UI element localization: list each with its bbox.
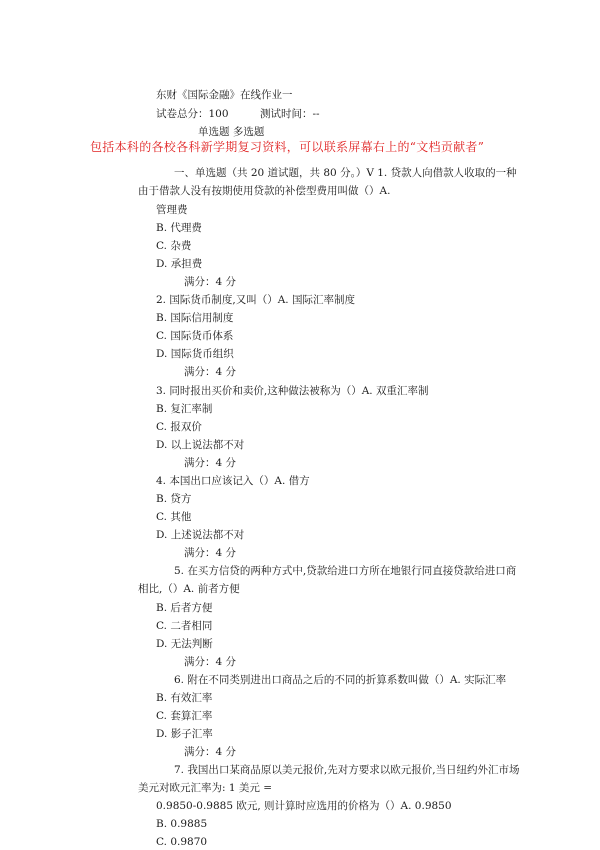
q1-option-a[interactable]: 管理费 bbox=[156, 204, 188, 216]
q6-option-c[interactable]: C. 套算汇率 bbox=[156, 710, 213, 722]
q6-option-d[interactable]: D. 影子汇率 bbox=[156, 728, 213, 740]
q5-stem-cont: 相比,（）A. 前者方便 bbox=[138, 583, 240, 595]
q4-score: 满分：4 分 bbox=[184, 547, 237, 559]
q1-score: 满分：4 分 bbox=[184, 276, 237, 288]
q5-option-d[interactable]: D. 无法判断 bbox=[156, 638, 213, 650]
q3-option-d[interactable]: D. 以上说法都不对 bbox=[156, 439, 245, 451]
q6-option-b[interactable]: B. 有效汇率 bbox=[156, 692, 213, 704]
q7-stem-cont: 美元对欧元汇率为: 1 美元 = bbox=[138, 782, 273, 794]
q2-score: 满分：4 分 bbox=[184, 366, 237, 378]
q2-option-b[interactable]: B. 国际信用制度 bbox=[156, 312, 234, 324]
exam-title: 东财《国际金融》在线作业一 bbox=[156, 89, 293, 101]
total-score: 试卷总分：100 bbox=[156, 108, 229, 120]
q1-option-b[interactable]: B. 代理费 bbox=[156, 222, 202, 234]
q5-option-c[interactable]: C. 二者相同 bbox=[156, 620, 213, 632]
q2-stem: 2. 国际货币制度,又叫（）A. 国际汇率制度 bbox=[156, 294, 355, 306]
q3-stem: 3. 同时报出买价和卖价,这种做法被称为（）A. 双重汇率制 bbox=[156, 385, 429, 397]
q2-option-d[interactable]: D. 国际货币组织 bbox=[156, 348, 234, 360]
test-time: 测试时间：-- bbox=[260, 108, 320, 120]
q7-stem-cont2: 0.9850-0.9885 欧元, 则计算时应选用的价格为（）A. 0.9850 bbox=[156, 800, 452, 812]
q7-stem: 7. 我国出口某商品原以美元报价,先对方要求以欧元报价,当日纽约外汇市场 bbox=[174, 764, 520, 776]
section-intro: 一、单选题（共 20 道试题，共 80 分。）V 1. 贷款人向借款人收取的一种 bbox=[174, 167, 517, 179]
q4-option-b[interactable]: B. 贷方 bbox=[156, 493, 192, 505]
q6-score: 满分：4 分 bbox=[184, 746, 237, 758]
resource-notice: 包括本科的各校各科新学期复习资料，可以联系屏幕右上的“文档贡献者” bbox=[90, 140, 485, 154]
question-type-tabs[interactable]: 单选题 多选题 bbox=[198, 126, 265, 138]
q4-option-c[interactable]: C. 其他 bbox=[156, 511, 192, 523]
q6-stem: 6. 附在不同类别进出口商品之后的不同的折算系数叫做（）A. 实际汇率 bbox=[174, 674, 507, 686]
q5-score: 满分：4 分 bbox=[184, 656, 237, 668]
q3-option-b[interactable]: B. 复汇率制 bbox=[156, 403, 213, 415]
q4-option-d[interactable]: D. 上述说法都不对 bbox=[156, 529, 245, 541]
q4-stem: 4. 本国出口应该记入（）A. 借方 bbox=[156, 475, 310, 487]
q1-option-c[interactable]: C. 杂费 bbox=[156, 240, 192, 252]
q5-option-b[interactable]: B. 后者方便 bbox=[156, 602, 213, 614]
q3-option-c[interactable]: C. 报双价 bbox=[156, 421, 202, 433]
q2-option-c[interactable]: C. 国际货币体系 bbox=[156, 330, 234, 342]
q7-option-c[interactable]: C. 0.9870 bbox=[156, 836, 208, 848]
q5-stem: 5. 在买方信贷的两种方式中,贷款给进口方所在地银行同直接贷款给进口商 bbox=[174, 565, 517, 577]
q3-score: 满分：4 分 bbox=[184, 457, 237, 469]
q1-stem-cont: 由于借款人没有按期使用贷款的补偿型费用叫做（）A. bbox=[138, 185, 391, 197]
q1-option-d[interactable]: D. 承担费 bbox=[156, 258, 203, 270]
q7-option-b[interactable]: B. 0.9885 bbox=[156, 818, 208, 830]
